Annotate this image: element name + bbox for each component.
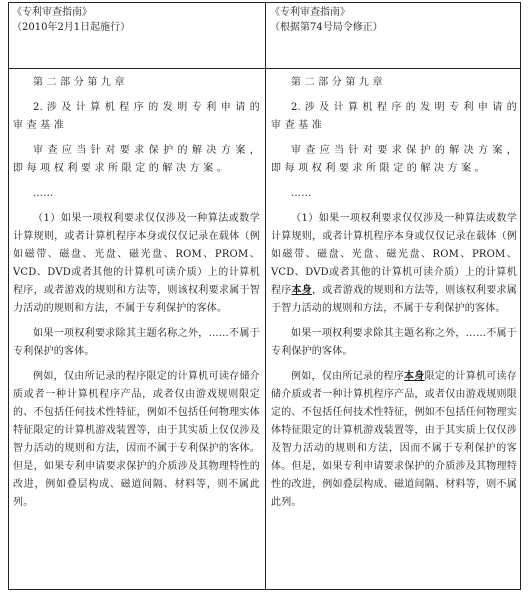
left-header (12, 5, 260, 35)
left-chapter: 第 二 部 分 第 九 章 (33, 77, 125, 88)
comparison-table (8, 2, 521, 590)
right-column (271, 74, 517, 519)
left-title: 《专利审查指南》 (12, 7, 92, 18)
left-item-1: （1）如果一项权利要求仅仅涉及一种算法或数学计算规则，或者计算机程序本身或仅仅记录在载体（例如磁带、磁盘、光盘、磁光盘、ROM、PROM、VCD、DVD或者其他的计算机可读介质）上的计算机程序，或者游戏的规则和方法等，则该权利要求属于智力活动的规则和方法，不属于专利保护的客体。 (13, 213, 260, 314)
left-subtitle: （2010年2月1日起施行） (12, 22, 131, 33)
left-item-3: 例如，仅由所记录的程序限定的计算机可读存储介质或者一种计算机程序产品，或者仅由游戏规则限定的、不包括任何技术性特征，例如不包括任何物理实体特征限定的计算机游戏装置等，由于其实质上仅仅涉及智力活动的规则和方法，因而不属于专利保护的客体。但是，如果专利申请要求保护的介质涉及其物理特性的改进，例如叠层构成、磁道间隔、材料等，则不属此列。 (13, 371, 260, 508)
amended-text-1: 本身 (291, 285, 313, 296)
right-principle: 审 查 应 当 针 对 要 求 保 护 的 解 决 方 案 ， 即 每 项 权 利 要 求 所 限 定 的 解 决 方 案 。 (271, 145, 517, 174)
right-subtitle: （根据第74号局令修正） (270, 22, 383, 33)
left-ellipsis: …… (33, 188, 54, 199)
right-item-3-part-b: 限定的计算机可读存储介质或者一种计算机程序产品，或者仅由游戏规则限定的、不包括任何技术性特征，例如不包括任何物理实体特征限定的计算机游戏装置等，由于其实质上仅仅涉及智力活动的规则和方法，因而不属于专利保护的客体。但是，如果专利申请要求保护的介质涉及其物理特性的改进，例如叠层构成、磁道间隔、材料等，则不属此列。 (271, 371, 517, 508)
left-item-2: 如果一项权利要求除其主题名称之外，……不属于专利保护的客体。 (13, 328, 260, 357)
right-item-1 (271, 210, 517, 318)
right-item-1-part-a: （1）如果一项权利要求仅仅涉及一种算法或数学计算规则，或者计算机程序本身或仅仅记录在载体（例如磁带、磁盘、光盘、磁光盘、ROM、PROM、VCD、DVD或者其他的计算机可读介质）上的计算机程序 (271, 213, 517, 296)
right-title: 《专利审查指南》 (270, 7, 350, 18)
right-item-1-part-b: ，或者游戏的规则和方法等，则该权利要求属于智力活动的规则和方法，不属于专利保护的客体。 (271, 285, 518, 314)
header-divider (9, 68, 520, 69)
left-column (13, 74, 260, 519)
left-principle: 审 查 应 当 针 对 要 求 保 护 的 解 决 方 案 ， 即 每 项 权 利 要 求 所 限 定 的 解 决 方 案 。 (13, 145, 260, 174)
amended-text-2: 本身 (404, 371, 425, 382)
right-item-3-part-a: 例如，仅由所记录的程序 (291, 371, 405, 382)
right-item-2: 如果一项权利要求除其主题名称之外，……不属于专利保护的客体。 (271, 328, 517, 357)
right-chapter: 第 二 部 分 第 九 章 (291, 77, 383, 88)
right-ellipsis: …… (291, 188, 312, 199)
right-section: 2. 涉 及 计 算 机 程 序 的 发 明 专 利 申 请 的 审 查 基 准 (271, 102, 517, 131)
right-header (270, 5, 518, 35)
left-section: 2. 涉 及 计 算 机 程 序 的 发 明 专 利 申 请 的 审 查 基 准 (13, 102, 260, 131)
right-item-3 (271, 368, 517, 512)
column-divider (265, 3, 266, 589)
